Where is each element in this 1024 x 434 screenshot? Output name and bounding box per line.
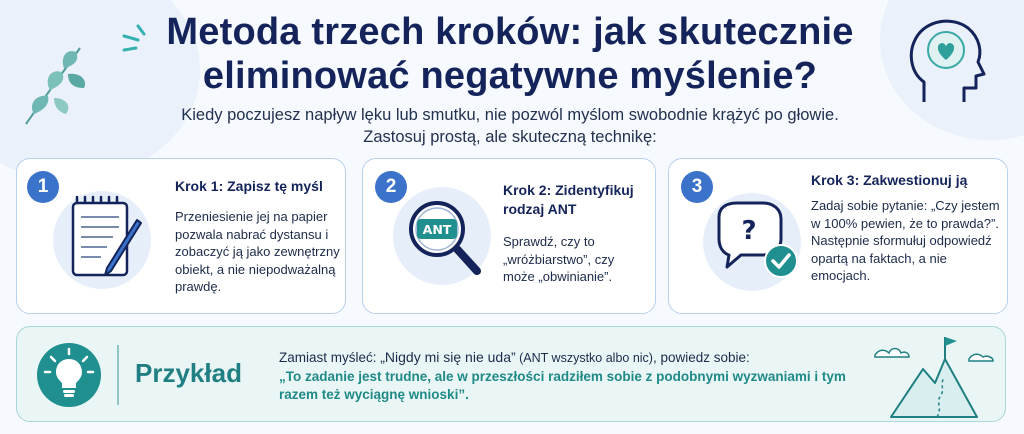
lightbulb-icon-background bbox=[37, 343, 101, 407]
question-mark: ? bbox=[741, 216, 757, 246]
step-number-badge: 3 bbox=[681, 171, 713, 203]
step-description: Przeniesienie jej na papier pozwala nabrać dystansu i zobaczyć ją jako zewnętrzny obiekt, a nie niepodważalną prawdę. bbox=[175, 209, 340, 295]
example-label: Przykład bbox=[135, 358, 242, 388]
example-intro-line bbox=[279, 348, 750, 367]
step-title: Krok 1: Zapisz tę myśl bbox=[175, 178, 323, 194]
example-outro: , powiedz sobie: bbox=[652, 350, 750, 365]
head-brain-heart-icon bbox=[894, 8, 994, 108]
mountain-flag-icon bbox=[873, 333, 997, 419]
step-description: Zadaj sobie pytanie: „Czy jestem w 100% pewien, że to prawda?”. Następnie sformułuj odpowiedź opartą na faktach, a nie emocjach. bbox=[811, 198, 1000, 284]
step-card-3 bbox=[668, 158, 1008, 314]
example-negative-thought: „Nigdy mi się nie uda” bbox=[380, 349, 516, 365]
step-number-badge: 2 bbox=[375, 171, 407, 203]
example-ant-type: (ANT wszystko albo nic) bbox=[515, 351, 653, 365]
step-title: Krok 2: Zidentyfikuj rodzaj ANT bbox=[503, 182, 634, 217]
step-description: Sprawdź, czy to „wróżbiarstwo”, czy może „obwinianie”. bbox=[503, 234, 615, 285]
question-check-icon bbox=[701, 195, 811, 295]
step-card-1 bbox=[16, 158, 346, 314]
example-intro: Zamiast myśleć: bbox=[279, 350, 381, 365]
step-title: Krok 3: Zakwestionuj ją bbox=[811, 172, 968, 188]
leaf-branch-icon bbox=[14, 38, 94, 128]
example-positive-quote: „To zadanie jest trudne, ale w przeszłości radziłem sobie z podobnymi wyzwaniami i tym razem też wyciągnę wnioski”. bbox=[279, 369, 846, 402]
lightbulb-icon bbox=[37, 343, 101, 407]
step-number-badge: 1 bbox=[27, 171, 59, 203]
magnifier-label: ANT bbox=[422, 222, 452, 237]
page-title: Metoda trzech kroków: jak skutecznie eliminować negatywne myślenie? bbox=[166, 11, 854, 97]
example-divider bbox=[117, 345, 119, 405]
example-panel bbox=[16, 326, 1006, 422]
notepad-pen-icon bbox=[51, 189, 161, 289]
magnifier-icon bbox=[387, 183, 497, 293]
step-card-2 bbox=[362, 158, 656, 314]
page-subtitle: Kiedy poczujesz napływ lęku lub smutku, nie pozwól myślom swobodnie krążyć po głowie. Zastosuj prostą, ale skuteczną technikę: bbox=[181, 106, 839, 146]
